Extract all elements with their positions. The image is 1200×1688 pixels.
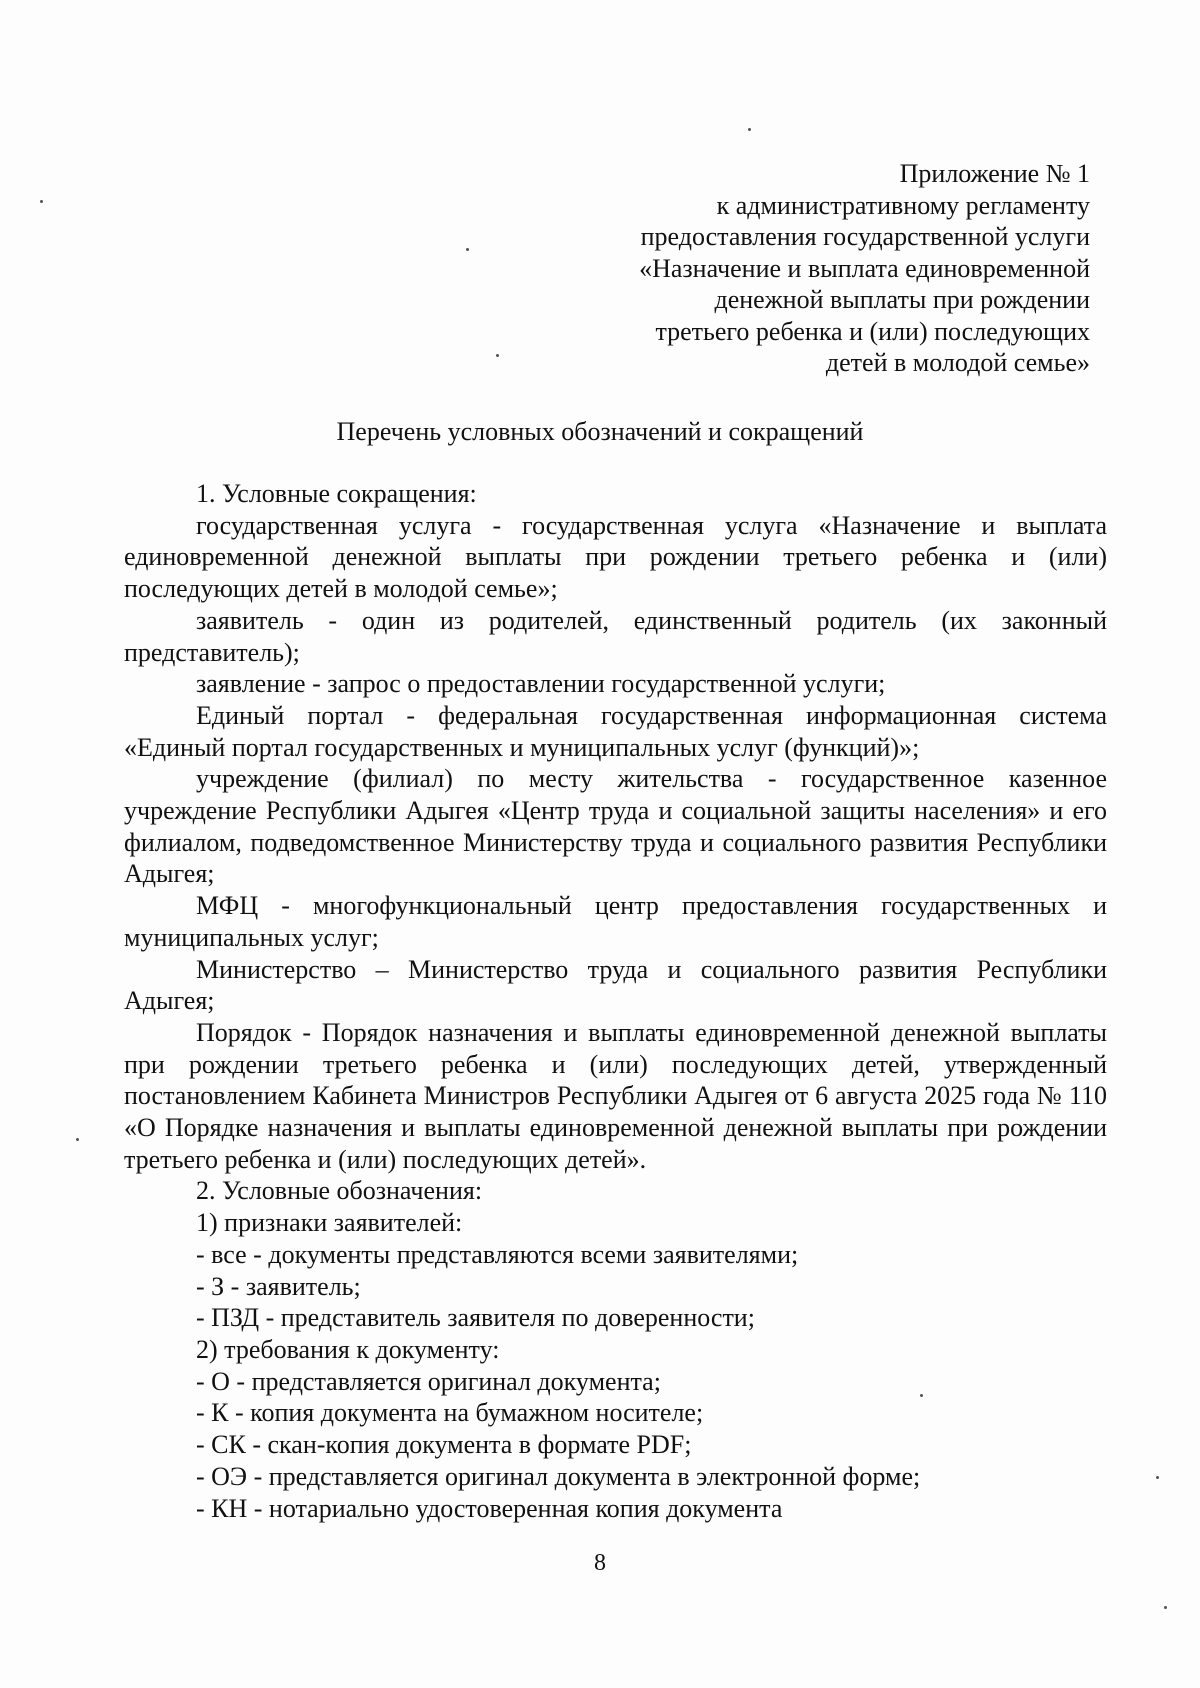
page-number: 8 — [594, 1550, 606, 1576]
scan-speck — [466, 248, 469, 251]
scan-speck — [1156, 1476, 1159, 1479]
scan-speck — [748, 128, 751, 131]
section-title: 2. Условные обозначения: — [196, 1176, 483, 1206]
appendix-line: к административному регламенту — [716, 190, 1090, 220]
list-item: - К - копия документа на бумажном носителе; — [196, 1398, 704, 1428]
list-item: - КН - нотариально удостоверенная копия документа — [196, 1493, 783, 1523]
appendix-line: детей в молодой семье» — [825, 348, 1090, 377]
appendix-line: «Назначение и выплата единовременной — [639, 253, 1090, 283]
definition-paragraph: заявитель - один из родителей, единственный родитель (их законный представитель); — [124, 605, 1107, 667]
scan-speck — [496, 354, 499, 357]
scan-speck — [40, 200, 43, 203]
list-item: 2) требования к документу: — [196, 1334, 500, 1364]
definition-paragraph: учреждение (филиал) по месту жительства - государственное казенное учреждение Республики Адыгея «Центр труда и социальной защиты населения» и его филиалом, подведомственное Министерству труда и социального развития Республики Адыгея; — [124, 764, 1107, 889]
definition-paragraph: государственная услуга - государственная услуга «Назначение и выплата единовременной денежной выплаты при рождении третьего ребенка и (или) последующих детей в молодой семье»; — [124, 510, 1107, 604]
scan-speck — [1164, 1606, 1167, 1609]
appendix-header — [530, 158, 1090, 379]
list-item: - ОЭ - представляется оригинал документа в электронной форме; — [196, 1461, 921, 1491]
list-item: - ПЗД - представитель заявителя по доверенности; — [196, 1303, 755, 1333]
appendix-line: денежной выплаты при рождении — [714, 285, 1090, 314]
list-item: - все - документы представляются всеми заявителями; — [196, 1239, 799, 1269]
list-item: - З - заявитель; — [196, 1271, 361, 1301]
definition-paragraph: Порядок - Порядок назначения и выплаты единовременной денежной выплаты при рождении третьего ребенка и (или) последующих детей, утвержденный постановлением Кабинета Министров Республики Адыгея от 6 августа 2025 года № 110 «О Порядке назначения и выплаты единовременной денежной выплаты при рождении третьего ребенка и (или) последующих детей». — [124, 1017, 1107, 1174]
list-item: - СК - скан-копия документа в формате PDF; — [196, 1430, 692, 1460]
document-body — [124, 478, 1107, 1524]
document-heading: Перечень условных обозначений и сокращений — [336, 417, 864, 446]
scan-speck — [76, 1138, 79, 1141]
list-item: 1) признаки заявителей: — [196, 1208, 463, 1238]
list-item: - О - представляется оригинал документа; — [196, 1366, 661, 1396]
definition-paragraph: Единый портал - федеральная государственная информационная система «Единый портал государственных и муниципальных услуг (функций)»; — [124, 700, 1107, 762]
appendix-line: Приложение № 1 — [899, 159, 1090, 188]
appendix-line: третьего ребенка и (или) последующих — [655, 316, 1090, 346]
scan-speck — [920, 1394, 923, 1397]
definition-paragraph: МФЦ - многофункциональный центр предоставления государственных и муниципальных услуг; — [124, 891, 1107, 952]
section-title: 1. Условные сокращения: — [196, 479, 477, 508]
definition-paragraph: заявление - запрос о предоставлении государственной услуги; — [196, 669, 886, 699]
definition-paragraph: Министерство – Министерство труда и социального развития Республики Адыгея; — [124, 954, 1107, 1016]
appendix-line: предоставления государственной услуги — [640, 222, 1090, 251]
